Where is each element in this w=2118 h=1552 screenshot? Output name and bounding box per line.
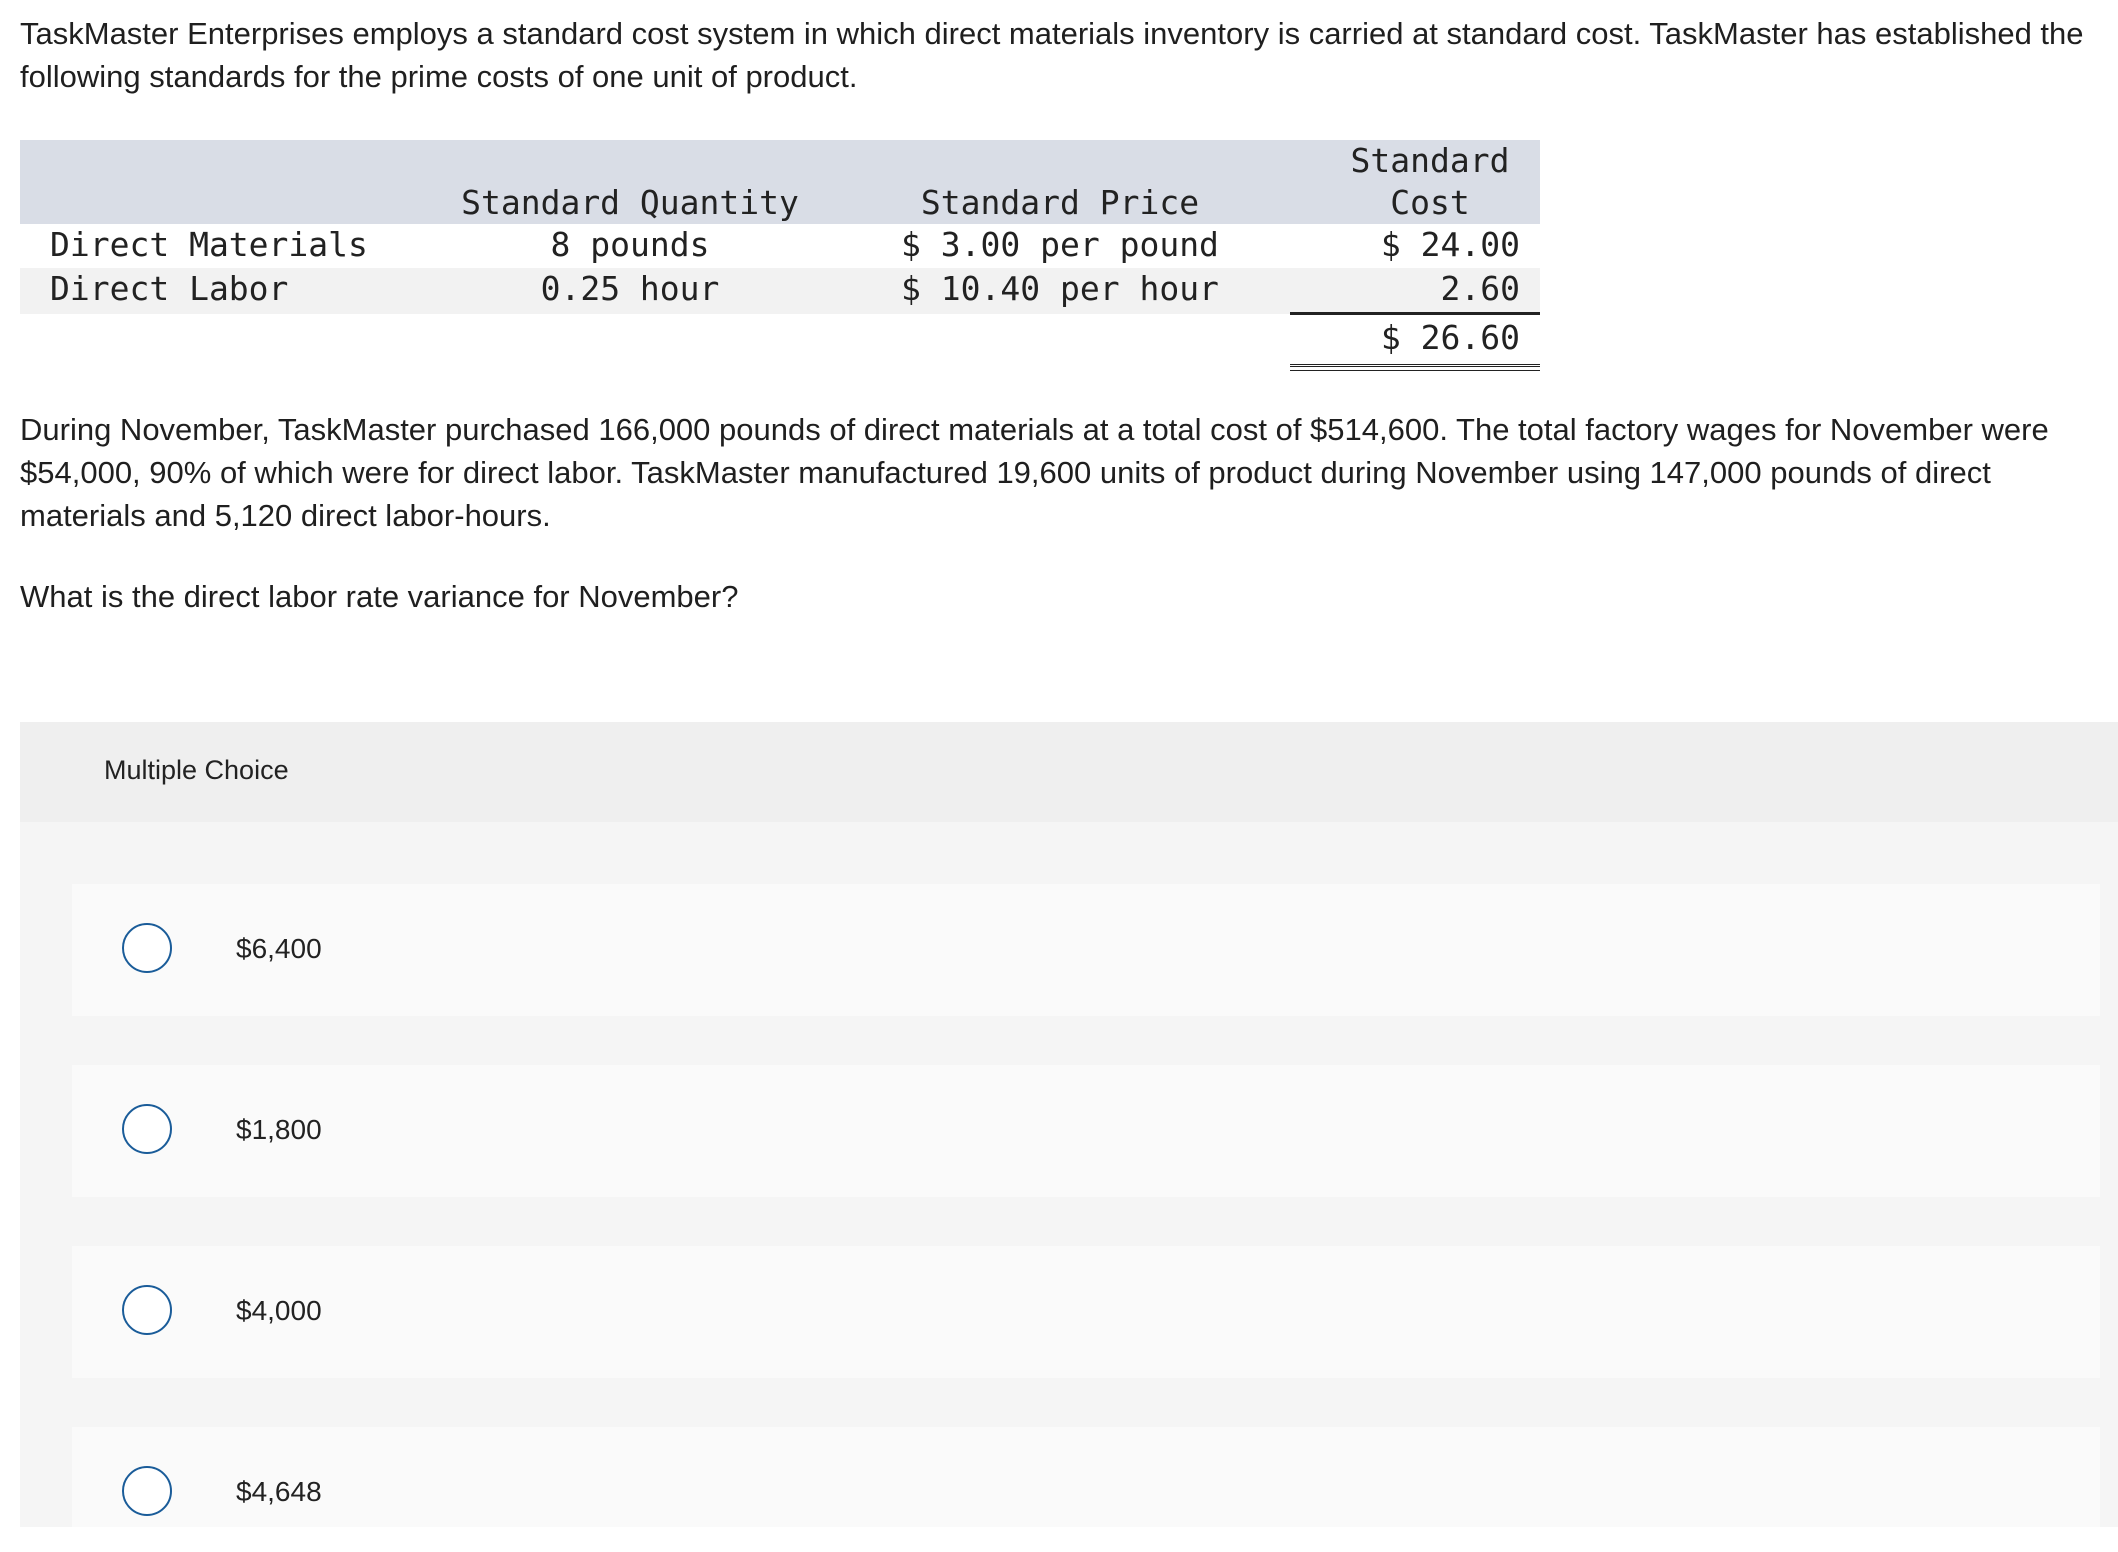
answer-option-label: $4,000: [236, 1295, 322, 1326]
answer-option-label: $6,400: [236, 933, 322, 964]
row-label: Direct Labor: [50, 269, 289, 308]
row-price: $ 10.40 per hour: [901, 269, 1219, 308]
row-label: Direct Materials: [50, 225, 368, 264]
table-row-direct-labor: [20, 268, 1540, 314]
row-price: $ 3.00 per pound: [901, 225, 1219, 264]
header-standard-quantity: Standard Quantity: [461, 183, 799, 222]
row-cost: $ 24.00: [1380, 225, 1520, 264]
standards-table-header: [20, 140, 1540, 224]
multiple-choice-header: [20, 722, 2118, 822]
answer-option[interactable]: [72, 1427, 2100, 1527]
answer-option[interactable]: [72, 1065, 2100, 1197]
radio-button[interactable]: [122, 923, 172, 973]
multiple-choice-options: [20, 822, 2118, 1527]
scenario-paragraph: During November, TaskMaster purchased 166,000 pounds of direct materials at a total cost of $514,600. The total factory wages for November were $54,000, 90% of which were for direct labor. TaskMaster manufactured 19,600 units of product during November using 147,000 pounds of direct materials and 5,120 direct labor-hours.: [20, 412, 2049, 533]
header-standard-cost-line1: Standard: [1350, 141, 1510, 180]
header-standard-cost: [1320, 140, 1540, 224]
total-double-underline: [1290, 364, 1540, 371]
row-quantity: 0.25 hour: [540, 269, 720, 308]
total-divider: [1290, 312, 1540, 315]
row-cost: 2.60: [1440, 269, 1520, 308]
intro-text: TaskMaster Enterprises employs a standard cost system in which direct materials inventory is carried at standard cost. TaskMaster has established the following standards for the prime costs of one unit of product.: [20, 16, 2084, 94]
answer-option-label: $4,648: [236, 1476, 322, 1507]
multiple-choice-label: Multiple Choice: [104, 755, 289, 785]
header-standard-cost-line2: Cost: [1390, 183, 1470, 222]
multiple-choice-panel: [20, 722, 2118, 1527]
table-row-direct-materials: [20, 224, 1540, 268]
row-quantity: 8 pounds: [550, 225, 710, 264]
question-text: What is the direct labor rate variance for November?: [20, 579, 739, 614]
total-cost: $ 26.60: [1380, 318, 1520, 357]
radio-button[interactable]: [122, 1104, 172, 1154]
radio-button[interactable]: [122, 1466, 172, 1516]
table-row-total: [1290, 317, 1540, 361]
answer-option-label: $1,800: [236, 1114, 322, 1145]
header-standard-price: Standard Price: [920, 183, 1200, 222]
answer-option[interactable]: [72, 884, 2100, 1016]
radio-button[interactable]: [122, 1285, 172, 1335]
answer-option[interactable]: [72, 1246, 2100, 1378]
